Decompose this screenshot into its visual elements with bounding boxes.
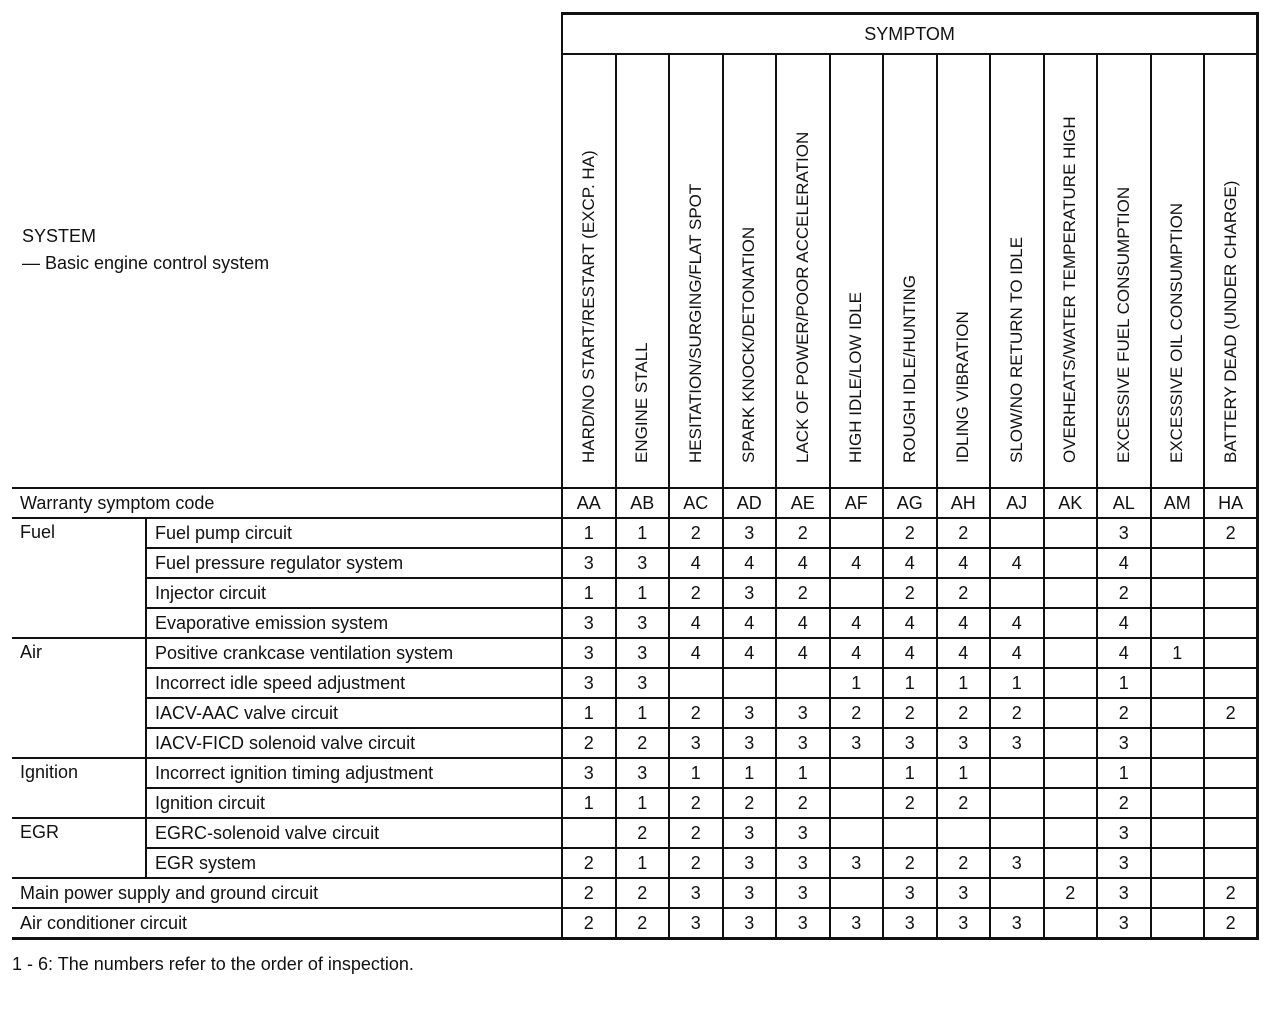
inspection-order-cell: 2 — [1097, 578, 1151, 608]
inspection-order-cell — [723, 668, 777, 698]
inspection-order-cell — [830, 788, 884, 818]
inspection-order-cell: 2 — [562, 728, 616, 758]
inspection-order-cell — [990, 878, 1044, 908]
inspection-order-cell — [1044, 818, 1098, 848]
inspection-order-cell: 4 — [937, 608, 991, 638]
inspection-order-cell: 4 — [990, 548, 1044, 578]
inspection-order-cell: 3 — [723, 518, 777, 548]
system-item-label: Main power supply and ground circuit — [12, 878, 562, 908]
system-item-label: Fuel pump circuit — [146, 518, 562, 548]
inspection-order-cell: 4 — [990, 608, 1044, 638]
inspection-order-cell — [669, 668, 723, 698]
symptom-header-ae — [776, 54, 830, 488]
inspection-order-cell — [883, 818, 937, 848]
symptom-label: ROUGH IDLE/HUNTING — [899, 275, 919, 463]
symptom-header-wrap — [1152, 55, 1204, 487]
inspection-order-cell: 3 — [616, 548, 670, 578]
system-item-label: Incorrect ignition timing adjustment — [146, 758, 562, 788]
inspection-order-cell: 1 — [883, 758, 937, 788]
table-row — [12, 668, 1258, 698]
inspection-order-cell: 2 — [776, 518, 830, 548]
inspection-order-cell: 1 — [1097, 668, 1151, 698]
symptom-header-wrap — [1205, 55, 1256, 487]
inspection-order-cell — [990, 788, 1044, 818]
inspection-order-cell: 1 — [562, 578, 616, 608]
inspection-order-cell: 1 — [776, 758, 830, 788]
symptom-label: LACK OF POWER/POOR ACCELERATION — [792, 131, 812, 463]
inspection-order-cell — [830, 758, 884, 788]
group-label-ignition: Ignition — [12, 758, 146, 818]
symptom-header-ag — [883, 54, 937, 488]
inspection-order-cell — [990, 578, 1044, 608]
table-row — [12, 548, 1258, 578]
inspection-order-cell: 1 — [616, 518, 670, 548]
symptom-header-ad — [723, 54, 777, 488]
inspection-order-cell: 1 — [990, 668, 1044, 698]
warranty-code-cell: AJ — [990, 488, 1044, 518]
table-row — [12, 728, 1258, 758]
inspection-order-cell: 3 — [723, 848, 777, 878]
inspection-order-cell: 3 — [562, 668, 616, 698]
inspection-order-cell: 2 — [1204, 878, 1258, 908]
inspection-order-cell — [990, 518, 1044, 548]
inspection-order-cell — [830, 878, 884, 908]
inspection-order-cell: 3 — [990, 908, 1044, 939]
inspection-order-cell — [1044, 698, 1098, 728]
system-item-label: Positive crankcase ventilation system — [146, 638, 562, 668]
inspection-order-cell: 2 — [990, 698, 1044, 728]
inspection-order-cell: 3 — [723, 818, 777, 848]
inspection-order-cell: 2 — [1044, 878, 1098, 908]
inspection-order-cell: 4 — [776, 638, 830, 668]
system-header-subtitle: — Basic engine control system — [22, 253, 270, 274]
symptom-header-wrap — [1098, 55, 1150, 487]
inspection-order-cell: 1 — [562, 518, 616, 548]
symptom-header-aj — [990, 54, 1044, 488]
inspection-order-cell: 4 — [830, 548, 884, 578]
symptom-header-wrap — [831, 55, 883, 487]
warranty-code-cell: AM — [1151, 488, 1205, 518]
system-item-label: Air conditioner circuit — [12, 908, 562, 939]
symptom-label: HARD/NO START/RESTART (EXCP. HA) — [578, 150, 598, 463]
system-item-label: EGR system — [146, 848, 562, 878]
inspection-order-cell — [1151, 758, 1205, 788]
inspection-order-cell: 2 — [937, 578, 991, 608]
inspection-order-cell: 4 — [883, 638, 937, 668]
inspection-order-cell: 1 — [883, 668, 937, 698]
inspection-order-cell: 2 — [669, 848, 723, 878]
inspection-order-cell: 3 — [937, 728, 991, 758]
inspection-order-cell — [1204, 638, 1258, 668]
inspection-order-cell — [990, 758, 1044, 788]
inspection-order-cell — [1204, 788, 1258, 818]
inspection-order-cell: 2 — [1204, 518, 1258, 548]
symptom-title: SYMPTOM — [562, 14, 1258, 55]
inspection-order-cell: 4 — [723, 638, 777, 668]
inspection-order-cell: 1 — [616, 578, 670, 608]
inspection-order-cell: 4 — [1097, 638, 1151, 668]
inspection-order-cell — [1151, 548, 1205, 578]
inspection-order-cell: 2 — [1097, 698, 1151, 728]
inspection-order-cell — [1044, 518, 1098, 548]
warranty-code-cell: HA — [1204, 488, 1258, 518]
symptom-header-wrap — [563, 55, 615, 487]
inspection-order-cell: 2 — [937, 698, 991, 728]
inspection-order-cell: 2 — [1204, 908, 1258, 939]
inspection-order-cell: 3 — [669, 908, 723, 939]
system-item-label: Evaporative emission system — [146, 608, 562, 638]
inspection-order-cell: 3 — [776, 878, 830, 908]
system-header-cell — [12, 14, 562, 489]
inspection-order-cell — [1151, 788, 1205, 818]
inspection-order-cell — [1044, 668, 1098, 698]
warranty-code-cell: AH — [937, 488, 991, 518]
inspection-order-cell: 4 — [1097, 548, 1151, 578]
group-label-air: Air — [12, 638, 146, 758]
inspection-order-cell: 2 — [937, 848, 991, 878]
inspection-order-cell: 3 — [723, 908, 777, 939]
inspection-order-cell — [1204, 668, 1258, 698]
inspection-order-cell: 3 — [990, 728, 1044, 758]
inspection-order-cell: 2 — [616, 728, 670, 758]
symptom-label: HESITATION/SURGING/FLAT SPOT — [685, 183, 705, 463]
inspection-order-cell — [1204, 578, 1258, 608]
inspection-order-cell — [1204, 728, 1258, 758]
inspection-order-cell: 3 — [883, 908, 937, 939]
inspection-order-cell: 2 — [937, 518, 991, 548]
inspection-order-cell: 4 — [883, 608, 937, 638]
inspection-order-cell: 3 — [723, 728, 777, 758]
inspection-order-cell — [1044, 608, 1098, 638]
symptom-label: EXCESSIVE FUEL CONSUMPTION — [1113, 186, 1133, 463]
inspection-order-cell: 3 — [669, 728, 723, 758]
inspection-order-cell: 3 — [990, 848, 1044, 878]
symptom-label: SPARK KNOCK/DETONATION — [739, 226, 759, 463]
inspection-order-cell: 2 — [937, 788, 991, 818]
system-item-label: IACV-FICD solenoid valve circuit — [146, 728, 562, 758]
inspection-order-cell: 1 — [616, 848, 670, 878]
inspection-order-cell: 4 — [669, 608, 723, 638]
inspection-order-cell: 4 — [776, 608, 830, 638]
symptom-label: OVERHEATS/WATER TEMPERATURE HIGH — [1060, 116, 1080, 463]
table-row — [12, 608, 1258, 638]
system-item-label: EGRC-solenoid valve circuit — [146, 818, 562, 848]
inspection-order-cell: 3 — [776, 728, 830, 758]
inspection-order-cell: 2 — [669, 578, 723, 608]
inspection-order-cell: 4 — [669, 548, 723, 578]
inspection-order-cell — [1204, 818, 1258, 848]
symptom-header-ac — [669, 54, 723, 488]
inspection-order-cell: 2 — [669, 698, 723, 728]
inspection-order-cell — [1151, 608, 1205, 638]
warranty-code-cell: AG — [883, 488, 937, 518]
inspection-order-cell: 4 — [776, 548, 830, 578]
table-row — [12, 518, 1258, 548]
table-row — [12, 818, 1258, 848]
inspection-order-cell: 1 — [830, 668, 884, 698]
inspection-order-cell: 3 — [937, 878, 991, 908]
warranty-code-cell: AF — [830, 488, 884, 518]
inspection-order-cell: 2 — [883, 698, 937, 728]
inspection-order-cell: 3 — [830, 728, 884, 758]
inspection-order-cell — [1044, 908, 1098, 939]
warranty-code-row — [12, 488, 1258, 518]
warranty-code-cell: AE — [776, 488, 830, 518]
inspection-order-cell: 3 — [616, 668, 670, 698]
inspection-order-cell: 3 — [776, 908, 830, 939]
table-row — [12, 698, 1258, 728]
inspection-order-cell — [1204, 758, 1258, 788]
inspection-order-cell — [1044, 788, 1098, 818]
inspection-order-cell: 2 — [883, 788, 937, 818]
inspection-order-cell: 2 — [776, 788, 830, 818]
inspection-order-cell: 2 — [776, 578, 830, 608]
inspection-order-cell — [830, 578, 884, 608]
inspection-order-cell — [830, 518, 884, 548]
inspection-order-cell: 2 — [669, 518, 723, 548]
inspection-order-cell — [1204, 848, 1258, 878]
warranty-code-cell: AA — [562, 488, 616, 518]
inspection-order-cell: 2 — [830, 698, 884, 728]
inspection-order-cell: 4 — [937, 638, 991, 668]
inspection-order-cell: 3 — [830, 848, 884, 878]
symptom-header-wrap — [938, 55, 990, 487]
inspection-order-cell: 2 — [562, 908, 616, 939]
symptom-header-wrap — [1045, 55, 1097, 487]
inspection-order-cell: 3 — [562, 758, 616, 788]
symptom-header-wrap — [617, 55, 669, 487]
inspection-order-cell: 2 — [883, 848, 937, 878]
system-item-label: Incorrect idle speed adjustment — [146, 668, 562, 698]
system-item-label: Ignition circuit — [146, 788, 562, 818]
symptom-header-ak — [1044, 54, 1098, 488]
warranty-code-cell: AC — [669, 488, 723, 518]
inspection-order-cell: 3 — [937, 908, 991, 939]
symptom-label: ENGINE STALL — [632, 342, 652, 463]
inspection-order-cell: 3 — [723, 578, 777, 608]
inspection-order-cell — [1204, 548, 1258, 578]
symptom-header-ha — [1204, 54, 1258, 488]
inspection-order-cell: 3 — [723, 698, 777, 728]
symptom-label: SLOW/NO RETURN TO IDLE — [1006, 236, 1026, 463]
symptom-header-al — [1097, 54, 1151, 488]
inspection-order-cell: 4 — [830, 608, 884, 638]
footnote: 1 - 6: The numbers refer to the order of inspection. — [12, 954, 414, 974]
inspection-order-cell: 1 — [616, 788, 670, 818]
inspection-order-cell: 1 — [937, 758, 991, 788]
inspection-order-cell: 2 — [723, 788, 777, 818]
warranty-code-label: Warranty symptom code — [12, 488, 562, 518]
warranty-code-cell: AB — [616, 488, 670, 518]
inspection-order-cell: 3 — [1097, 818, 1151, 848]
inspection-order-cell — [1044, 548, 1098, 578]
symptom-label: IDLING VIBRATION — [953, 311, 973, 463]
inspection-order-cell: 3 — [1097, 518, 1151, 548]
inspection-order-cell: 3 — [616, 608, 670, 638]
inspection-order-cell: 2 — [883, 518, 937, 548]
inspection-order-cell: 3 — [669, 878, 723, 908]
symptom-label: EXCESSIVE OIL CONSUMPTION — [1167, 202, 1187, 463]
warranty-code-cell: AL — [1097, 488, 1151, 518]
group-label-egr: EGR — [12, 818, 146, 878]
symptom-header-wrap — [777, 55, 829, 487]
inspection-order-cell: 3 — [562, 608, 616, 638]
inspection-order-cell — [1044, 848, 1098, 878]
inspection-order-cell: 2 — [1204, 698, 1258, 728]
inspection-order-cell — [776, 668, 830, 698]
inspection-order-cell: 3 — [562, 548, 616, 578]
inspection-order-cell — [1151, 818, 1205, 848]
table-row — [12, 578, 1258, 608]
inspection-order-cell — [1044, 578, 1098, 608]
symptom-label: BATTERY DEAD (UNDER CHARGE) — [1220, 180, 1240, 463]
inspection-order-cell: 2 — [883, 578, 937, 608]
inspection-order-cell: 3 — [616, 758, 670, 788]
inspection-order-cell: 4 — [669, 638, 723, 668]
inspection-order-cell — [562, 818, 616, 848]
inspection-order-cell: 3 — [776, 818, 830, 848]
table-row — [12, 758, 1258, 788]
inspection-order-cell: 4 — [723, 608, 777, 638]
inspection-order-cell: 4 — [830, 638, 884, 668]
inspection-order-cell — [1151, 908, 1205, 939]
symptom-label: HIGH IDLE/LOW IDLE — [846, 292, 866, 463]
inspection-order-cell: 4 — [990, 638, 1044, 668]
symptom-header-aa — [562, 54, 616, 488]
symptom-header-af — [830, 54, 884, 488]
inspection-order-cell: 3 — [562, 638, 616, 668]
inspection-order-cell: 3 — [1097, 848, 1151, 878]
table-row — [12, 908, 1258, 939]
inspection-order-cell: 1 — [616, 698, 670, 728]
inspection-order-cell — [990, 818, 1044, 848]
inspection-order-cell: 4 — [723, 548, 777, 578]
system-item-label: IACV-AAC valve circuit — [146, 698, 562, 728]
inspection-order-cell: 2 — [616, 878, 670, 908]
inspection-order-cell: 1 — [669, 758, 723, 788]
inspection-order-cell: 2 — [1097, 788, 1151, 818]
inspection-order-cell — [1151, 518, 1205, 548]
inspection-order-cell: 2 — [616, 818, 670, 848]
inspection-order-cell — [1044, 728, 1098, 758]
system-item-label: Fuel pressure regulator system — [146, 548, 562, 578]
inspection-order-cell: 3 — [1097, 908, 1151, 939]
symptom-header-wrap — [724, 55, 776, 487]
inspection-order-cell — [1151, 698, 1205, 728]
symptom-header-wrap — [884, 55, 936, 487]
inspection-order-cell — [937, 818, 991, 848]
symptom-header-am — [1151, 54, 1205, 488]
inspection-order-cell — [1151, 848, 1205, 878]
table-row — [12, 788, 1258, 818]
group-label-fuel: Fuel — [12, 518, 146, 638]
inspection-order-cell: 1 — [562, 698, 616, 728]
inspection-order-cell — [1151, 728, 1205, 758]
table-row — [12, 638, 1258, 668]
inspection-order-cell: 3 — [776, 848, 830, 878]
inspection-order-cell: 4 — [1097, 608, 1151, 638]
inspection-order-cell: 2 — [562, 848, 616, 878]
inspection-order-cell: 3 — [883, 878, 937, 908]
inspection-order-cell: 3 — [1097, 878, 1151, 908]
inspection-order-cell — [1204, 608, 1258, 638]
inspection-order-cell — [1151, 668, 1205, 698]
inspection-order-cell: 3 — [776, 698, 830, 728]
symptom-system-matrix — [12, 12, 1259, 940]
inspection-order-cell: 1 — [1151, 638, 1205, 668]
inspection-order-cell: 2 — [669, 818, 723, 848]
symptom-header-ab — [616, 54, 670, 488]
inspection-order-cell: 2 — [669, 788, 723, 818]
table-row — [12, 878, 1258, 908]
symptom-header-wrap — [991, 55, 1043, 487]
inspection-order-cell: 3 — [883, 728, 937, 758]
inspection-order-cell: 3 — [1097, 728, 1151, 758]
inspection-order-cell — [1044, 758, 1098, 788]
warranty-code-cell: AD — [723, 488, 777, 518]
system-header-title: SYSTEM — [22, 226, 97, 247]
inspection-order-cell: 2 — [616, 908, 670, 939]
symptom-header-ah — [937, 54, 991, 488]
inspection-order-cell — [830, 818, 884, 848]
inspection-order-cell: 3 — [616, 638, 670, 668]
inspection-order-cell — [1151, 878, 1205, 908]
inspection-order-cell: 4 — [883, 548, 937, 578]
inspection-order-cell — [1044, 638, 1098, 668]
inspection-order-cell: 4 — [937, 548, 991, 578]
inspection-order-cell: 1 — [937, 668, 991, 698]
system-item-label: Injector circuit — [146, 578, 562, 608]
table-row — [12, 848, 1258, 878]
warranty-code-cell: AK — [1044, 488, 1098, 518]
inspection-order-cell: 3 — [830, 908, 884, 939]
inspection-order-cell: 3 — [723, 878, 777, 908]
inspection-order-cell: 1 — [1097, 758, 1151, 788]
inspection-order-cell: 2 — [562, 878, 616, 908]
inspection-order-cell: 1 — [723, 758, 777, 788]
symptom-header-wrap — [670, 55, 722, 487]
inspection-order-cell: 1 — [562, 788, 616, 818]
inspection-order-cell — [1151, 578, 1205, 608]
